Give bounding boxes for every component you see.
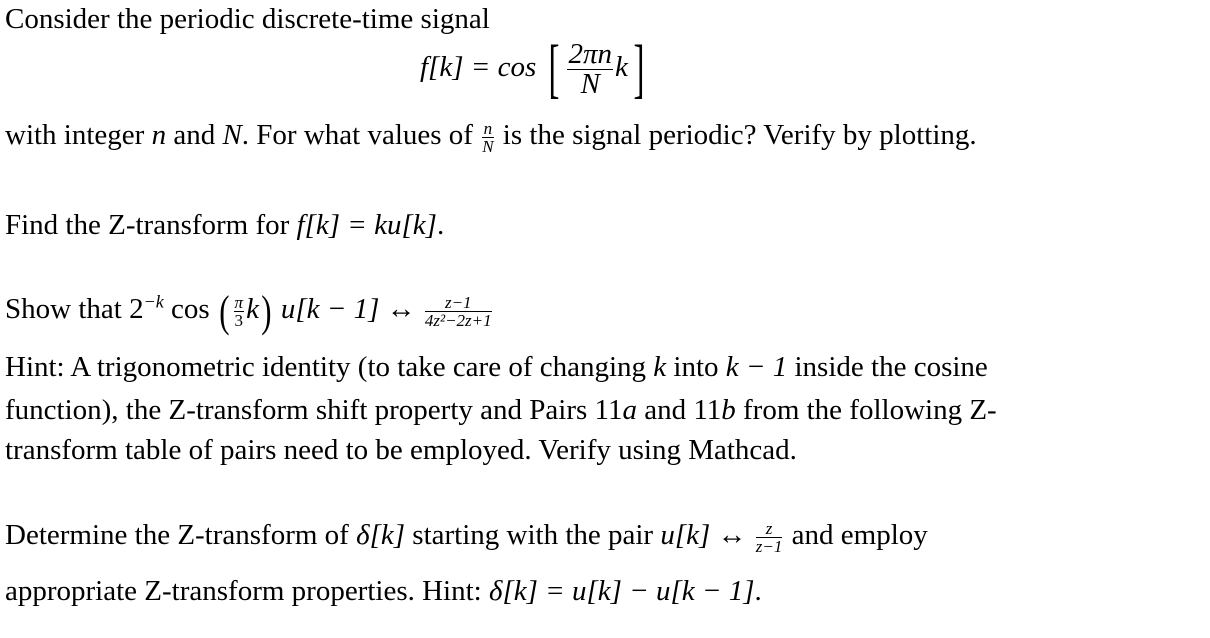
u-shift: u[k − 1] ↔	[280, 293, 416, 325]
equation-lhs: f[k] = cos	[420, 51, 537, 84]
show-that: Show that	[5, 293, 122, 325]
left-paren: (	[219, 286, 230, 336]
hint2-c: and 11	[644, 394, 722, 426]
p4-c: and employ	[791, 519, 928, 551]
p3-hint-2	[5, 393, 997, 428]
right-paren: )	[261, 286, 272, 336]
p2-expression: f[k] = ku[k]	[296, 209, 437, 241]
p4-line2-end: .	[754, 575, 762, 607]
rhs-fraction	[425, 294, 492, 329]
line3-part-a: with integer	[5, 119, 145, 151]
exponent: −k	[143, 291, 164, 312]
p4-delta: δ[k]	[356, 519, 406, 551]
p3-show	[5, 286, 494, 336]
frac-denominator: N	[482, 136, 494, 156]
rhs-denominator: 4z²−2z+1	[424, 310, 492, 330]
hint2-b-var: b	[721, 394, 736, 426]
p4-fraction	[756, 520, 783, 555]
line3-part-b: . For what values of	[241, 119, 473, 151]
p1-line3	[5, 118, 977, 155]
and-word: and	[173, 119, 216, 151]
left-bracket: [	[548, 32, 560, 106]
p4-b: starting with the pair	[412, 519, 654, 551]
equation-fraction	[567, 40, 613, 99]
hint1-k-minus-1: k − 1	[725, 351, 788, 383]
p4-u-pair: u[k] ↔	[660, 519, 747, 551]
p3-hint-1	[5, 350, 988, 385]
hint2-a: function), the Z-transform shift property and Pairs 11	[5, 394, 623, 426]
p2-text: Find the Z-transform for	[5, 209, 290, 241]
hint3: transform table of pairs need to be employed. Verify using Mathcad.	[5, 434, 797, 466]
pi: π	[234, 292, 244, 312]
line3-part-c: is the signal periodic? Verify by plotting.	[502, 119, 977, 151]
equation-numerator: 2πn	[568, 38, 612, 70]
var-N: N	[222, 119, 242, 151]
frac-numerator: n	[483, 118, 493, 138]
p3-hint-3	[5, 433, 797, 468]
p4-a: Determine the Z-transform of	[5, 519, 349, 551]
p1-equation	[420, 32, 650, 106]
equation-k: k	[615, 51, 628, 84]
equation-denominator: N	[580, 68, 600, 100]
rhs-numerator: z−1	[425, 294, 492, 312]
hint1-k: k	[653, 351, 667, 383]
p1-intro	[5, 2, 490, 37]
p1-intro-text: Consider the periodic discrete-time signal	[5, 3, 490, 35]
k-var: k	[246, 293, 259, 325]
base-two: 2	[129, 293, 144, 325]
p4-line2-expr: δ[k] = u[k] − u[k − 1]	[488, 575, 755, 607]
hint1-e: inside the cosine	[794, 351, 988, 383]
p4-denominator: z−1	[755, 536, 783, 556]
hint1-a: Hint: A trigonometric identity (to take care of changing	[5, 351, 647, 383]
hint2-a-var: a	[622, 394, 637, 426]
var-n: n	[151, 119, 167, 151]
p4-line2-a: appropriate Z-transform properties. Hint:	[5, 575, 482, 607]
three: 3	[234, 310, 244, 330]
hint1-into: into	[673, 351, 719, 383]
pi-over-three	[234, 294, 245, 329]
p4-line2	[5, 574, 762, 609]
p4-line1	[5, 518, 928, 555]
p4-numerator: z	[756, 520, 783, 538]
hint2-e: from the following Z-	[743, 394, 997, 426]
p2	[5, 208, 444, 243]
right-bracket: ]	[633, 32, 645, 106]
n-over-N-fraction	[482, 120, 493, 155]
cos-word: cos	[170, 293, 210, 325]
p2-end: .	[436, 209, 445, 241]
